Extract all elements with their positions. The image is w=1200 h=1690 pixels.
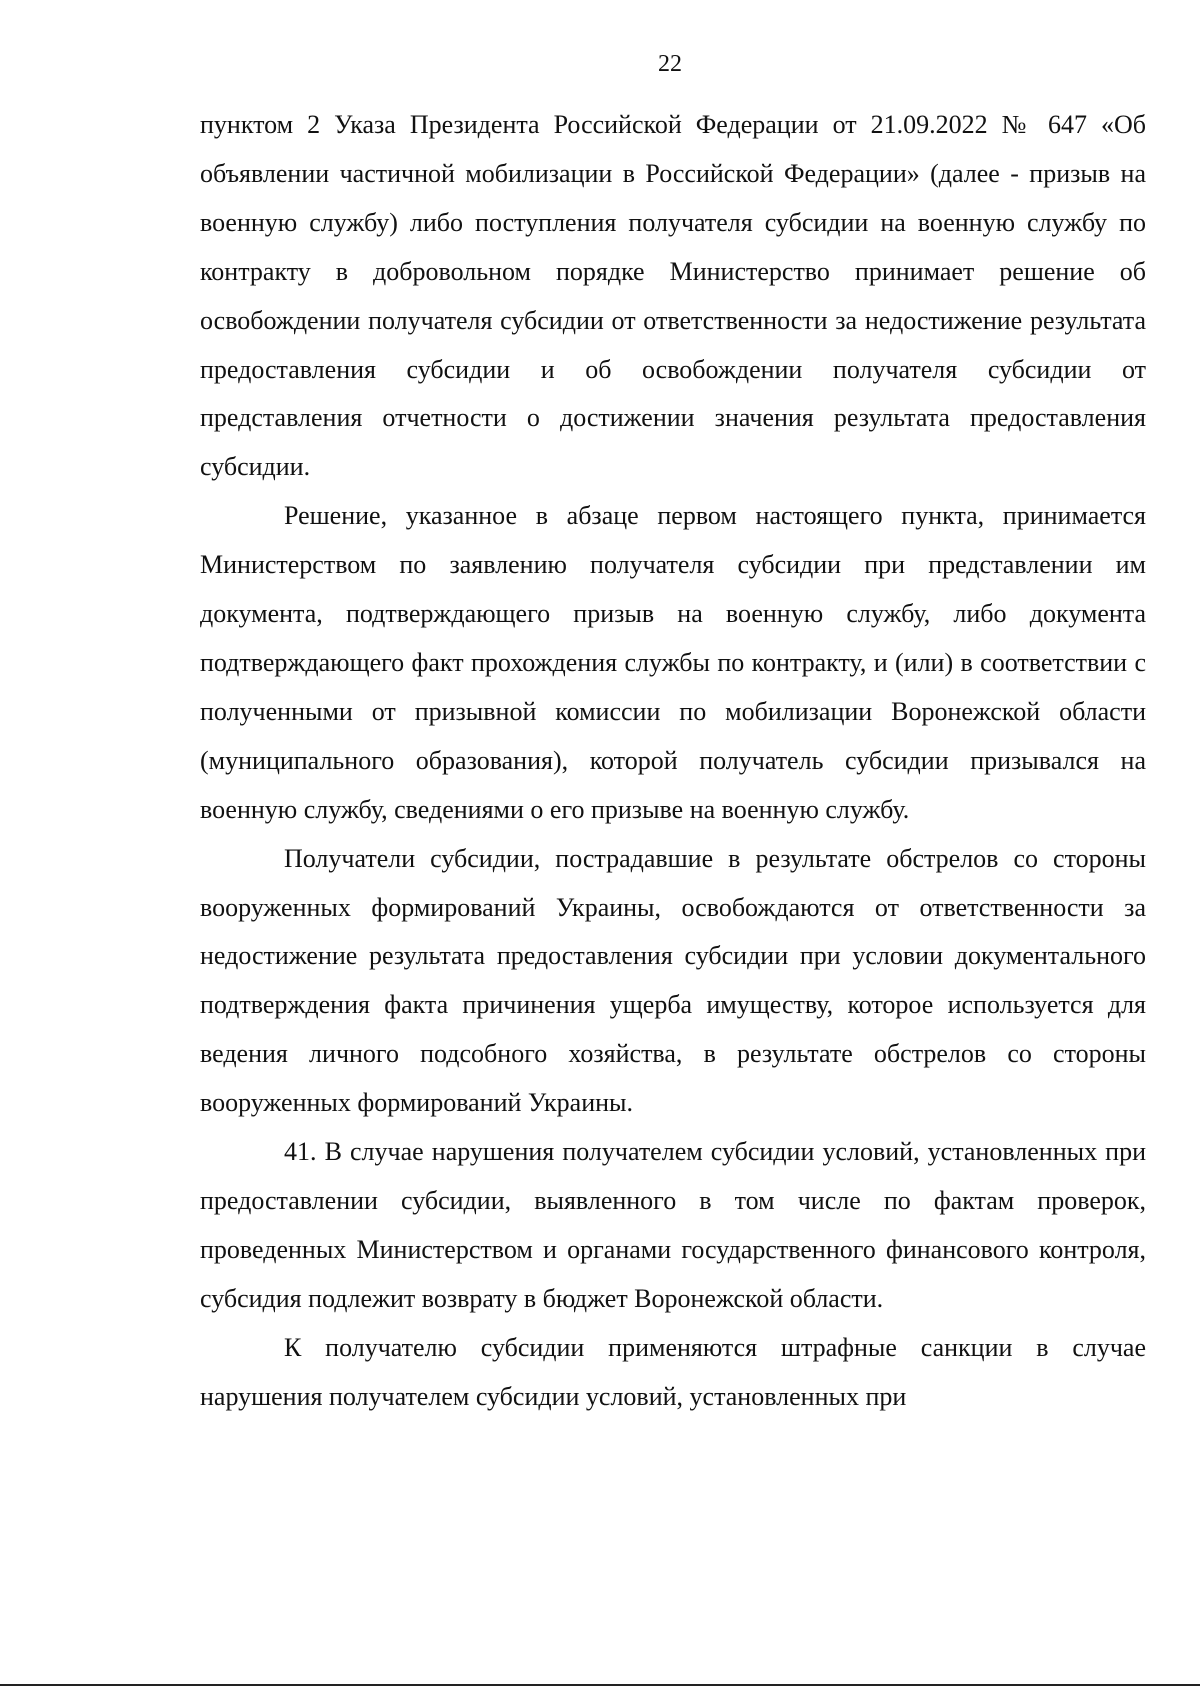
paragraph-2: Решение, указанное в абзаце первом настоящего пункта, принимается Министерством по заявлению получателя субсидии при представлении им документа, подтверждающего призыв на военную службу, либо документа подтверждающего факт прохождения службы по контракту, и (или) в соответствии с полученными от призывной комиссии по мобилизации Воронежской области (муниципального образования), которой получатель субсидии призывался на военную службу, сведениями о его призыве на военную службу. <box>200 501 1146 824</box>
bottom-rule <box>0 1684 1200 1686</box>
paragraph-5: К получателю субсидии применяются штрафные санкции в случае нарушения получателем субсидии условий, установленных при <box>200 1332 1146 1411</box>
paragraph-4: 41. В случае нарушения получателем субсидии условий, установленных при предоставлении субсидии, выявленного в том числе по фактам проверок, проведенных Министерством и органами государственного финансового контроля, субсидия подлежит возврату в бюджет Воронежской области. <box>200 1137 1146 1313</box>
paragraph-1: пунктом 2 Указа Президента Российской Федерации от 21.09.2022 № 647 «Об объявлении частичной мобилизации в Российской Федерации» (далее - призыв на военную службу) либо поступления получателя субсидии на военную службу по контракту в добровольном порядке Министерство принимает решение об освобождении получателя субсидии от ответственности за недостижение результата предоставления субсидии и об освобождении получателя субсидии от представления отчетности о достижении значения результата предоставления субсидии. <box>200 110 1146 482</box>
document-body <box>200 101 1146 1421</box>
page-number: 22 <box>658 51 682 77</box>
paragraph-3: Получатели субсидии, пострадавшие в результате обстрелов со стороны вооруженных формирований Украины, освобождаются от ответственности за недостижение результата предоставления субсидии при условии документального подтверждения факта причинения ущерба имуществу, которое используется для ведения личного подсобного хозяйства, в результате обстрелов со стороны вооруженных формирований Украины. <box>200 843 1146 1118</box>
